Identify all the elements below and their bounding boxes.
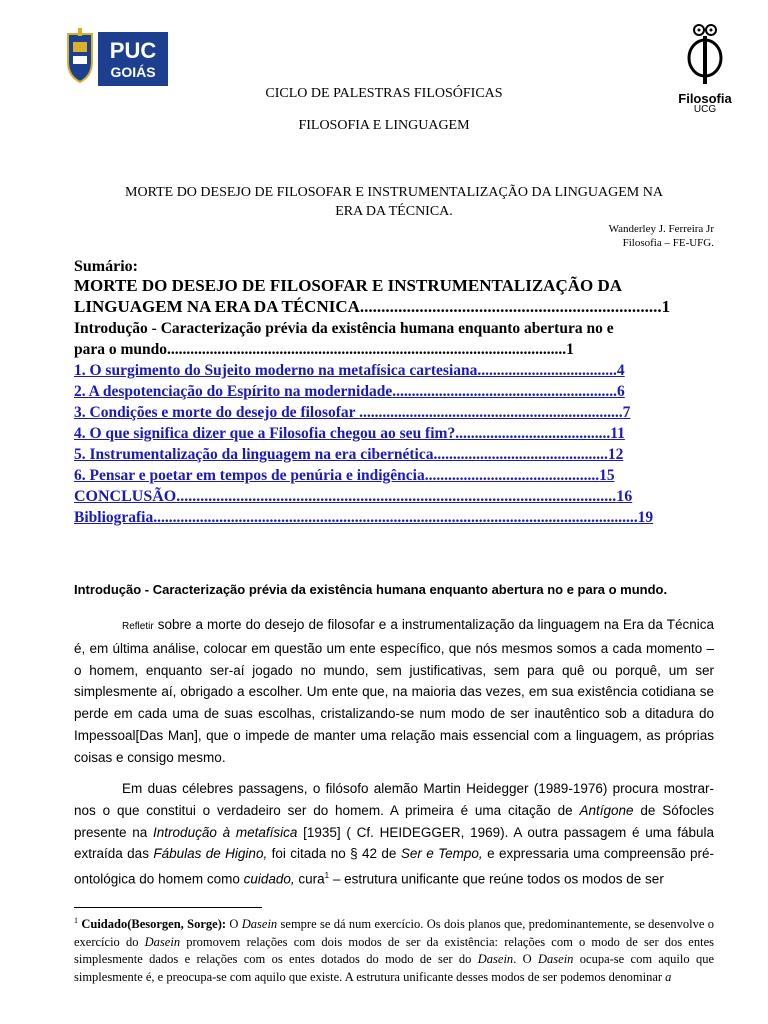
logo-sub: UCG xyxy=(693,104,717,115)
toc-link-bibliography[interactable]: Bibliografia.............................................................................................................................19 xyxy=(74,509,654,526)
intro-paragraph-2: Em duas célebres passagens, o filósofo alemão Martin Heidegger (1989-1976) procura mostrar-nos o que constitui o verdadeiro ser do homem. A primeira é uma citação de Antígone de Sófocles presente na Introdução à metafísica [1935] ( Cf. HEIDEGGER, 1969). A outra passagem é uma fábula extraída das Fábulas de Higino, foi citada no § 42 de Ser e Tempo, e expressaria uma compreensão pré-ontológica do homem como cuidado, cura$^1$ – estrutura unificante que reúne todos os modos de ser xyxy=(74,781,715,887)
document-title xyxy=(74,183,714,221)
toc-link-section-4[interactable]: 4. O que significa dizer que a Filosofia chegou ao seu fim?........................................11 xyxy=(74,425,625,442)
toc-link-section-5[interactable]: 5. Instrumentalização da linguagem na era cibernética.............................................12 xyxy=(74,446,624,463)
goias-text: GOIÁS xyxy=(110,64,156,80)
puc-text: PUC xyxy=(109,38,157,63)
author-affiliation: Filosofia – FE-UFG. xyxy=(622,237,714,249)
cycle-title: CICLO DE PALESTRAS FILOSÓFICAS xyxy=(265,86,503,101)
series-subtitle: FILOSOFIA E LINGUAGEM xyxy=(298,118,470,133)
toc-entry: Introdução - Caracterização prévia da existência humana enquanto abertura no e xyxy=(74,320,614,337)
toc-link-conclusion[interactable]: CONCLUSÃO..............................................................................................................16 xyxy=(74,488,633,505)
title-line-2: ERA DA TÉCNICA. xyxy=(335,204,453,219)
logo-name: Filosofia xyxy=(678,91,732,106)
toc-link-section-3[interactable]: 3. Condições e morte do desejo de filosofar ....................................................................7 xyxy=(74,404,631,421)
toc-link-section-2[interactable]: 2. A despotenciação do Espírito na modernidade..........................................................6 xyxy=(74,383,625,400)
toc-link-section-6[interactable]: 6. Pensar e poetar em tempos de penúria e indigência.............................................15 xyxy=(74,467,615,484)
footnote: $^1$ Cuidado(Besorgen, Sorge): O Dasein sempre se dá num exercício. Os dois planos que, predominantemente, se desenvolve o exercício do Dasein promovem relações com dois modos de ser da existência: relações com o modo de ser dos entes simplesmente dados e relações com os entes dotados do modo de ser do Dasein. O Dasein ocupa-se com aquilo que simplesmente é, e preocupa-se com aquilo que existe. A estrutura unificante desses modos de ser podemos denominar a xyxy=(74,916,715,984)
toc-entry: MORTE DO DESEJO DE FILOSOFAR E INSTRUMENTALIZAÇÃO DA xyxy=(74,276,623,295)
toc-link-section-1[interactable]: 1. O surgimento do Sujeito moderno na metafísica cartesiana....................................4 xyxy=(74,362,625,379)
toc-entry: para o mundo.......................................................................................................1 xyxy=(74,341,574,358)
intro-heading: Introdução - Caracterização prévia da existência humana enquanto abertura no e para o mundo. xyxy=(74,582,668,597)
toc-entry: LINGUAGEM NA ERA DA TÉCNICA.......................................................................1 xyxy=(74,297,671,316)
footnote-ref[interactable]: 1 xyxy=(324,871,330,881)
puc-goias-logo xyxy=(62,28,172,90)
author-name: Wanderley J. Ferreira Jr xyxy=(608,223,714,235)
title-line-1: MORTE DO DESEJO DE FILOSOFAR E INSTRUMENTALIZAÇÃO DA LINGUAGEM NA xyxy=(125,185,663,200)
footnote-divider xyxy=(74,907,262,908)
intro-paragraph-1: Refletir sobre a morte do desejo de filosofar e a instrumentalização da linguagem na Era da Técnica é, em última análise, colocar em questão um ente específico, que nós mesmos somos a cada momento – o homem, enquanto ser-aí jogado no mundo, sem justificativas, sem para quê ou porquê, um ser simplesmente aí, obrigado a escolher. Um ente que, na maioria das vezes, em sua existência cotidiana se perde em cada uma de suas escolhas, cristalizando-se num modo de ser inautêntico sob a ditadura do Impessoal[Das Man], que o impede de manter uma relação mais essencial com a linguagem, as próprias coisas e consigo mesmo. xyxy=(74,617,714,765)
filosofia-ucg-logo xyxy=(660,22,750,122)
owl-phi-icon xyxy=(675,22,735,84)
author-block xyxy=(414,222,714,250)
toc-heading: Sumário: xyxy=(74,258,138,275)
